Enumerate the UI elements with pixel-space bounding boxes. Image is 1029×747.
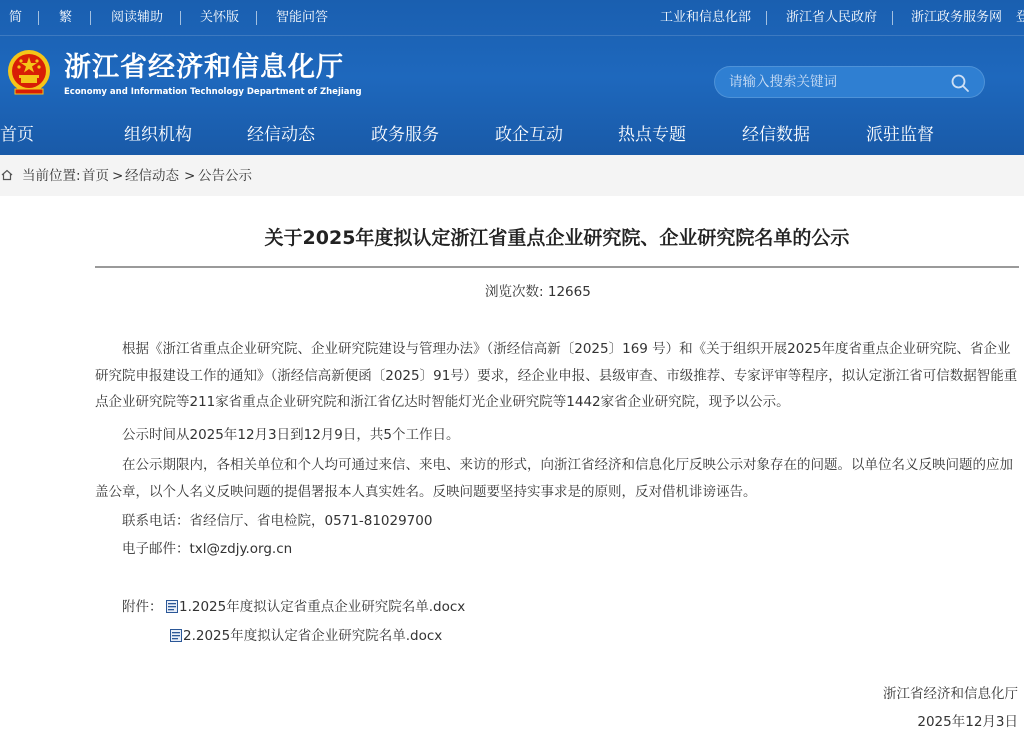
view-count-label: 浏览次数: <box>485 284 544 300</box>
nav-item-hot-topics[interactable]: 热点专题 <box>618 125 686 145</box>
article-paragraph: 在公示期限内，各相关单位和个人均可通过来信、来电、来访的形式，向浙江省经济和信息化厅反映公示对象存在的问题。以单位名义反映问题的应加盖公章，以个人名义反映问题的提倡署报本人真实姓名。反映问题要坚持实事求是的原则，反对借机诽谤诬告。 <box>95 457 1013 500</box>
care-mode-link[interactable]: 关怀版 <box>200 10 240 25</box>
word-document-icon <box>166 600 178 613</box>
zhejiang-service-link[interactable]: 浙江政务服务网 <box>911 10 1003 25</box>
divider <box>766 11 767 25</box>
attachment-name[interactable]: 2.2025年度拟认定省企业研究院名单.docx <box>183 628 443 644</box>
site-title[interactable]: 浙江省经济和信息化厅 <box>64 52 344 83</box>
nav-item-organization[interactable]: 组织机构 <box>124 125 192 145</box>
divider <box>180 11 181 25</box>
attachment-name[interactable]: 1.2025年度拟认定省重点企业研究院名单.docx <box>179 599 466 615</box>
main-nav <box>0 118 1024 155</box>
nav-item-news[interactable]: 经信动态 <box>247 125 315 145</box>
divider <box>892 11 893 25</box>
nav-item-interaction[interactable]: 政企互动 <box>495 125 563 145</box>
divider <box>256 11 257 25</box>
view-count <box>485 283 591 301</box>
divider <box>90 11 91 25</box>
breadcrumb-separator: > <box>184 168 196 184</box>
attachments-label: 附件： <box>122 599 163 615</box>
article-paragraph: 公示时间从2025年12月3日到12月9日，共5个工作日。 <box>122 427 460 443</box>
miit-link[interactable]: 工业和信息化部 <box>660 10 752 25</box>
contact-email: 电子邮件：txl@zdjy.org.cn <box>122 541 293 557</box>
nav-item-government-services[interactable]: 政务服务 <box>371 125 439 145</box>
breadcrumb-home-link[interactable]: 首页 <box>82 168 109 184</box>
zhejiang-gov-link[interactable]: 浙江省人民政府 <box>786 10 878 25</box>
smart-qa-link[interactable]: 智能问答 <box>276 10 329 25</box>
search-icon[interactable] <box>950 73 970 93</box>
nav-item-home[interactable]: 首页 <box>0 125 34 145</box>
nav-item-data[interactable]: 经信数据 <box>742 125 810 145</box>
search-box <box>714 66 985 98</box>
reading-aid-link[interactable]: 阅读辅助 <box>111 10 164 25</box>
login-link[interactable]: 登 <box>1016 10 1029 25</box>
signature-date: 2025年12月3日 <box>917 714 1018 730</box>
article-title: 关于2025年度拟认定浙江省重点企业研究院、企业研究院名单的公示 <box>264 227 850 249</box>
breadcrumb-section-link[interactable]: 经信动态 <box>125 168 179 184</box>
site-header <box>0 0 1029 155</box>
national-emblem-icon <box>6 48 52 98</box>
title-divider <box>95 266 1019 268</box>
attachment-link[interactable] <box>166 597 465 617</box>
contact-phone: 联系电话：省经信厅、省电检院，0571-81029700 <box>122 513 433 529</box>
simplified-chinese-link[interactable]: 简 <box>9 10 23 25</box>
divider <box>38 11 39 25</box>
nav-item-supervision[interactable]: 派驻监督 <box>866 125 934 145</box>
top-utility-bar <box>0 0 1029 36</box>
attachment-link[interactable] <box>170 626 442 646</box>
article-paragraph: 根据《浙江省重点企业研究院、企业研究院建设与管理办法》（浙经信高新〔2025〕169 号）和《关于组织开展2025年度省重点企业研究院、省企业研究院申报建设工作的通知》（浙经信高新便函〔2025〕91号）要求，经企业申报、县级审查、市级推荐、专家评审等程序，拟认定浙江省可信数据智能重点企业研究院等211家省重点企业研究院和浙江省亿达时智能灯光企业研究院等1442家省企业研究院，现予以公示。 <box>95 341 1018 410</box>
search-input[interactable] <box>729 67 949 97</box>
breadcrumb-current-link[interactable]: 公告公示 <box>198 168 252 184</box>
site-subtitle: Economy and Information Technology Department of Zhejiang <box>64 87 362 97</box>
word-document-icon <box>170 629 182 642</box>
view-count-value: 12665 <box>547 284 591 300</box>
breadcrumb <box>0 155 1024 196</box>
signature-organization: 浙江省经济和信息化厅 <box>883 686 1018 702</box>
breadcrumb-separator: > <box>112 168 124 184</box>
home-icon <box>1 169 13 181</box>
traditional-chinese-link[interactable]: 繁 <box>59 10 73 25</box>
breadcrumb-prefix: 当前位置: <box>22 168 81 184</box>
